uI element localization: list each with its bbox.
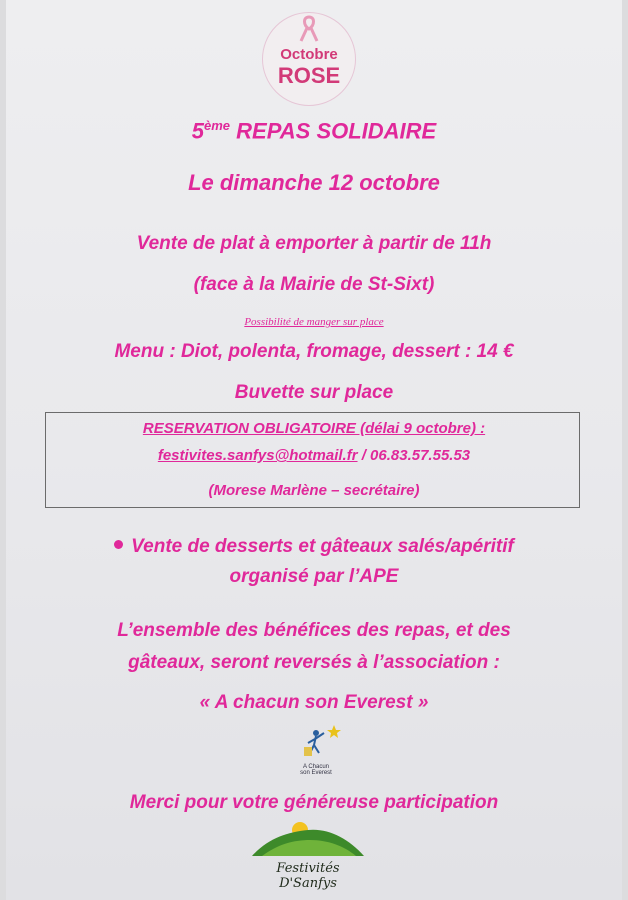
logo-text-rose: ROSE [277, 63, 341, 88]
reservation-email-link[interactable]: festivites.sanfys@hotmail.fr [157, 447, 358, 464]
reservation-separator: / [357, 447, 371, 464]
bar-line: Buvette sur place [234, 382, 394, 403]
thanks-line: Merci pour votre généreuse participation [129, 792, 499, 813]
desserts-line-2: organisé par l’APE [229, 566, 399, 587]
festivites-logo-text: Festivités D'Sanfys [276, 861, 340, 891]
desserts-line-1 [0, 536, 628, 558]
logo-text-octobre: Octobre [280, 46, 338, 63]
eat-on-site-text: Possibilité de manger sur place [244, 316, 384, 328]
benefits-line-2: gâteaux, seront reversés à l’association : [128, 652, 500, 673]
everest-figure-icon [290, 723, 342, 759]
everest-logo [290, 723, 342, 779]
desserts-line-1-text: Vente de desserts et gâteaux salés/apéritif [131, 536, 514, 557]
sale-line-1: Vente de plat à emporter à partir de 11h [136, 233, 492, 254]
pink-ribbon-icon [299, 15, 319, 43]
bullet-icon [114, 540, 123, 549]
sale-line-2: (face à la Mairie de St-Sixt) [193, 274, 435, 295]
reservation-phone[interactable]: 06.83.57.55.53 [370, 447, 471, 464]
association-name: « A chacun son Everest » [199, 692, 429, 713]
eat-on-site-note [0, 312, 628, 330]
event-date: Le dimanche 12 octobre [188, 170, 440, 195]
reservation-heading [0, 420, 628, 437]
menu-line: Menu : Diot, polenta, fromage, dessert : 14 € [114, 341, 514, 362]
title-superscript: ème [204, 118, 231, 133]
everest-logo-line-1: A Chacun [302, 764, 330, 770]
event-title [0, 118, 628, 144]
octobre-rose-logo [262, 12, 356, 106]
benefits-line-1: L’ensemble des bénéfices des repas, et des [117, 620, 511, 641]
reservation-heading-text: RESERVATION OBLIGATOIRE (délai 9 octobre) : [142, 420, 486, 437]
title-text: REPAS SOLIDAIRE [236, 118, 437, 144]
title-number: 5 [191, 118, 205, 144]
everest-logo-line-2: son Everest [300, 770, 332, 776]
mountain-icon [248, 818, 368, 858]
festivites-logo [248, 818, 368, 891]
reservation-contact-line [0, 447, 628, 464]
reservation-contact-person: (Morese Marlène – secrétaire) [208, 482, 420, 499]
